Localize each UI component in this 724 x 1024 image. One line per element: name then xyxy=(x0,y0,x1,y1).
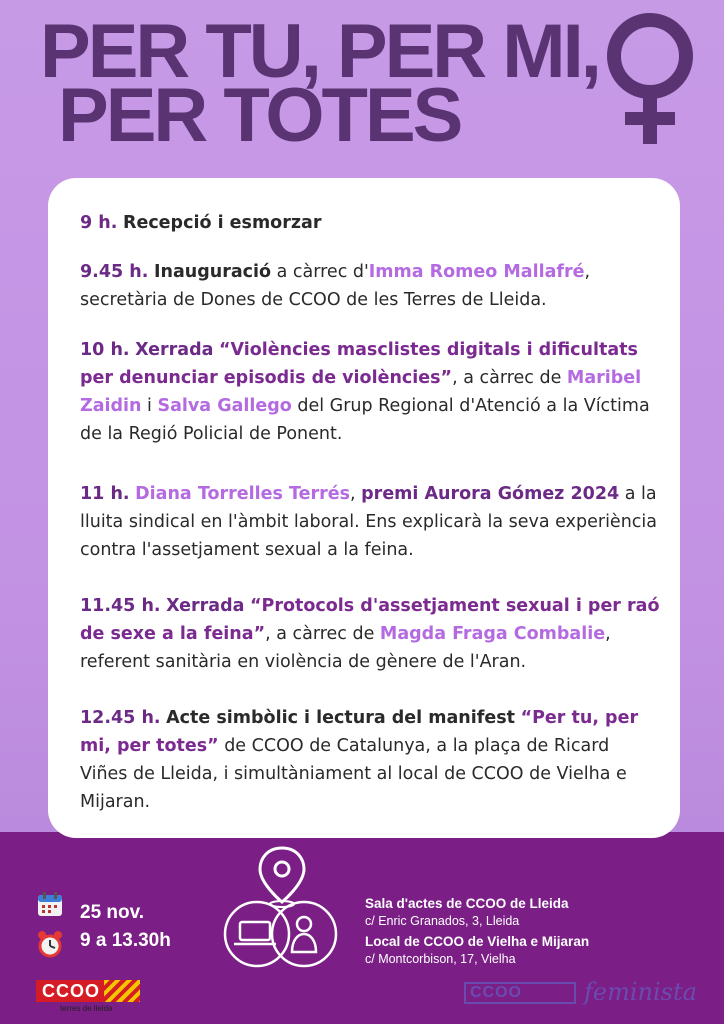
person-icon xyxy=(292,917,316,952)
item-text: , xyxy=(350,484,362,504)
address-1: c/ Enric Granados, 3, Lleida xyxy=(365,914,520,928)
item-time: 9 h. xyxy=(80,213,118,233)
program-item-6 xyxy=(80,704,660,816)
speaker-name: Salva Gallego xyxy=(157,396,292,416)
ccoo-feminista-logo xyxy=(464,982,576,1004)
talk-title: “Violències masclistes digitals i dificultats per denunciar episodis de violències” xyxy=(80,340,638,388)
program-item-4 xyxy=(80,480,660,564)
calendar-icon xyxy=(36,890,64,918)
laptop-icon xyxy=(234,922,276,944)
manifest-title: “Per tu, per mi, per totes” xyxy=(80,708,639,756)
ccoo-logo xyxy=(36,980,140,1002)
program-item-1 xyxy=(80,209,660,237)
event-date: 25 nov. xyxy=(80,902,145,923)
location-pin-icon xyxy=(260,848,304,907)
item-head: Xerrada xyxy=(166,596,245,616)
catalan-flag-icon xyxy=(104,980,140,1002)
venue-graphic xyxy=(212,844,352,974)
item-time: 10 h. xyxy=(80,340,130,360)
item-text: , a càrrec de xyxy=(265,624,380,644)
alarm-clock-icon xyxy=(36,930,64,958)
item-text: secretària de Dones de CCOO de les Terres de Lleida. xyxy=(80,290,547,310)
speaker-name: Maribel Zaidin xyxy=(80,368,642,416)
item-text: a la lluita sindical en l'àmbit laboral. Ens explicarà la seva experiència contra l'assetjament sexual a la feina. xyxy=(80,484,657,560)
speaker-name: Imma Romeo Mallafré xyxy=(368,262,585,282)
item-head: Acte simbòlic i lectura del manifest xyxy=(166,708,515,728)
item-text: , xyxy=(584,262,591,282)
title-line-1: PER TU, PER MI, xyxy=(40,9,599,94)
ccoo-logo-subtitle: terres de lleida xyxy=(60,1004,113,1013)
event-time: 9 a 13.30h xyxy=(80,930,171,951)
item-text: del Grup Regional d'Atenció a la Víctima de la Regió Policial de Ponent. xyxy=(80,396,650,444)
address-2: c/ Montcorbison, 17, Vielha xyxy=(365,952,516,966)
item-head: Xerrada xyxy=(135,340,214,360)
item-time: 11.45 h. xyxy=(80,596,161,616)
award: premi Aurora Gómez 2024 xyxy=(361,484,620,504)
speaker-name: Magda Fraga Combalie xyxy=(379,624,606,644)
venue-2: Local de CCOO de Vielha e Mijaran xyxy=(365,934,590,949)
item-time: 12.45 h. xyxy=(80,708,161,728)
item-time: 9.45 h. xyxy=(80,262,149,282)
item-text: , referent sanitària en violència de gènere de l'Aran. xyxy=(80,624,611,672)
item-text: i xyxy=(141,396,158,416)
item-text: de CCOO de Catalunya, a la plaça de Ricard Viñes de Lleida, i simultàniament al local de CCOO de Vielha e Mijaran. xyxy=(80,736,627,812)
program-item-2 xyxy=(80,258,660,314)
talk-title: “Protocols d'assetjament sexual i per raó de sexe a la feina” xyxy=(80,596,660,644)
program-item-5 xyxy=(80,592,660,676)
ccoo-logo-text: CCOO xyxy=(42,980,100,1001)
program-item-3 xyxy=(80,336,660,448)
speaker-name: Diana Torrelles Terrés xyxy=(135,484,351,504)
venue-1: Sala d'actes de CCOO de Lleida xyxy=(365,896,569,911)
item-text: Recepció i esmorzar xyxy=(122,213,322,233)
item-head: Inauguració xyxy=(153,262,272,282)
item-text: a càrrec d' xyxy=(271,262,369,282)
feminista-wordmark: feminista xyxy=(584,978,697,1006)
title-line-2: PER TOTES xyxy=(58,73,461,158)
venus-symbol-icon xyxy=(595,8,705,148)
item-text: , a càrrec de xyxy=(452,368,567,388)
ccoo-feminista-text: CCOO xyxy=(470,984,522,1001)
item-time: 11 h. xyxy=(80,484,130,504)
